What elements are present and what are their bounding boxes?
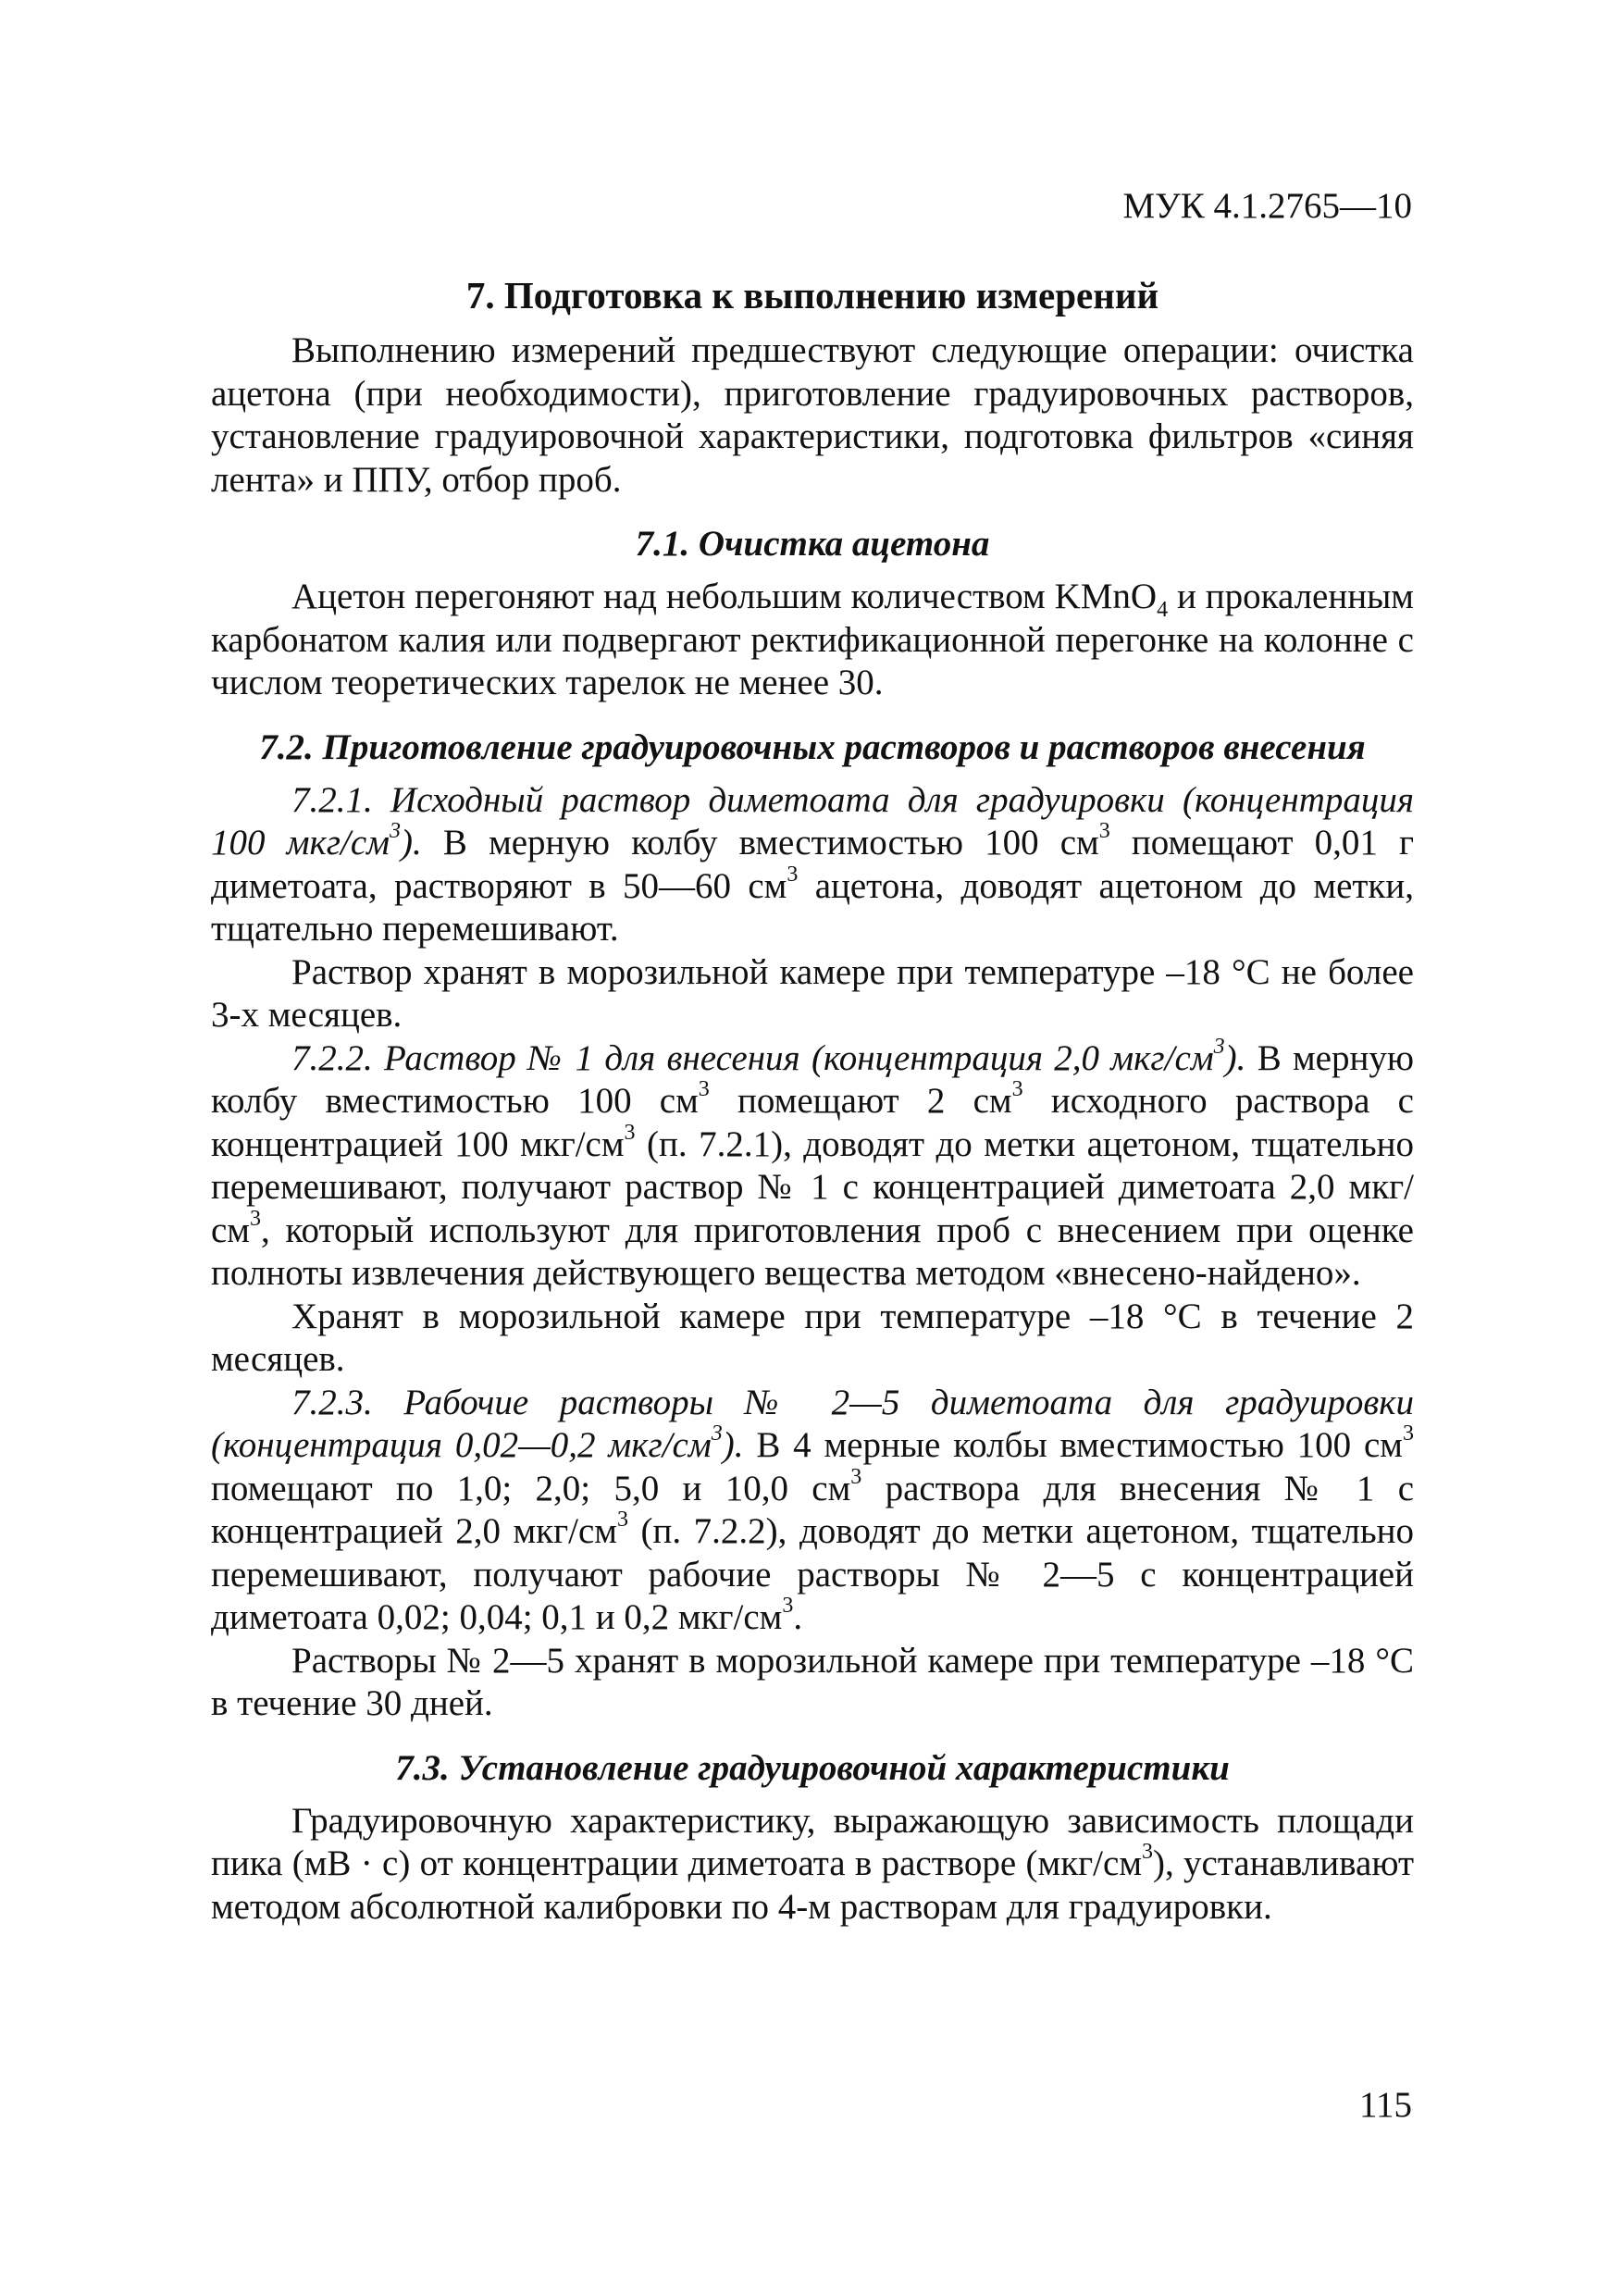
page-number: 115 [1358, 2085, 1412, 2125]
paragraph-7-2-1-storage: Раствор хранят в морозильной камере при температуре –18 °С не более 3-х месяцев. [211, 951, 1414, 1035]
subsection-7-2-title: 7.2. Приготовление градуировочных растворов и растворов внесения [259, 726, 1366, 767]
section-title: 7. Подготовка к выполнению измерений [465, 274, 1159, 316]
page-content [211, 272, 1414, 1929]
paragraph-7-2-3-storage: Растворы № 2—5 хранят в морозильной камере при температуре –18 °С в течение 30 дней. [211, 1640, 1414, 1723]
subsection-7-3-title: 7.3. Установление градуировочной характеристики [395, 1747, 1230, 1788]
subsection-7-3-paragraph: Градуировочную характеристику, выражающую зависимость площади пика (мВ · с) от концентрации диметоата в растворе $(мкг/см^3)$, устанавливают методом абсолютной калибровки по 4-м растворам для градуировки. [211, 1800, 1414, 1927]
document-code: МУК 4.1.2765—10 [1122, 186, 1412, 226]
paragraph-7-2-1: 7.2.1. Исходный раствор диметоата для градуировки (концентрация 100 мкг/$см^3$). В мерную колбу вместимостью 100 $см^3$ помещают 0,01 г диметоата, растворяют в 50—60 $см^3$ ацетона, доводят ацетоном до метки, тщательно перемешивают. [211, 779, 1415, 949]
section-intro-paragraph: Выполнению измерений предшествуют следующие операции: очистка ацетона (при необходимости), приготовление градуировочных растворов, установление градуировочной характеристики, подготовка фильтров «синяя лента» и ППУ, отбор проб. [211, 330, 1414, 500]
paragraph-7-2-3: 7.2.3. Рабочие растворы № 2—5 диметоата для градуировки (концентрация 0,02—0,2 мкг/$см^3$). В 4 мерные колбы вместимостью 100 $см^3$ помещают по 1,0; 2,0; 5,0 и 10,0 $см^3$ раствора для внесения № 1 с концентрацией 2,0 мкг/$см^3$ (п. 7.2.2), доводят до метки ацетоном, тщательно перемешивают, получают рабочие растворы № 2—5 с концентрацией диметоата 0,02; 0,04; 0,1 и 0,2 мкг/$см^3$. [211, 1382, 1415, 1637]
paragraph-7-2-2: 7.2.2. Раствор № 1 для внесения (концентрация 2,0 мкг/$см^3$). В мерную колбу вместимостью 100 $см^3$ помещают 2 $см^3$ исходного раствора с концентрацией 100 мкг/$см^3$ (п. 7.2.1), доводят до метки ацетоном, тщательно перемешивают, получают раствор № 1 с концентрацией диметоата 2,0 мкг/$см^3$, который используют для приготовления проб с внесением при оценке полноты извлечения действующего вещества методом «внесено-найдено». [211, 1034, 1414, 1293]
paragraph-7-2-2-storage: Хранят в морозильной камере при температуре –18 °С в течение 2 месяцев. [211, 1296, 1414, 1379]
subsection-7-1-title: 7.1. Очистка ацетона [635, 524, 990, 564]
subsection-7-1-paragraph: Ацетон перегоняют над небольшим количеством KMnO$_4$ и прокаленным карбонатом калия или подвергают ректификационной перегонке на колонне с числом теоретических тарелок не менее 30. [211, 577, 1414, 702]
